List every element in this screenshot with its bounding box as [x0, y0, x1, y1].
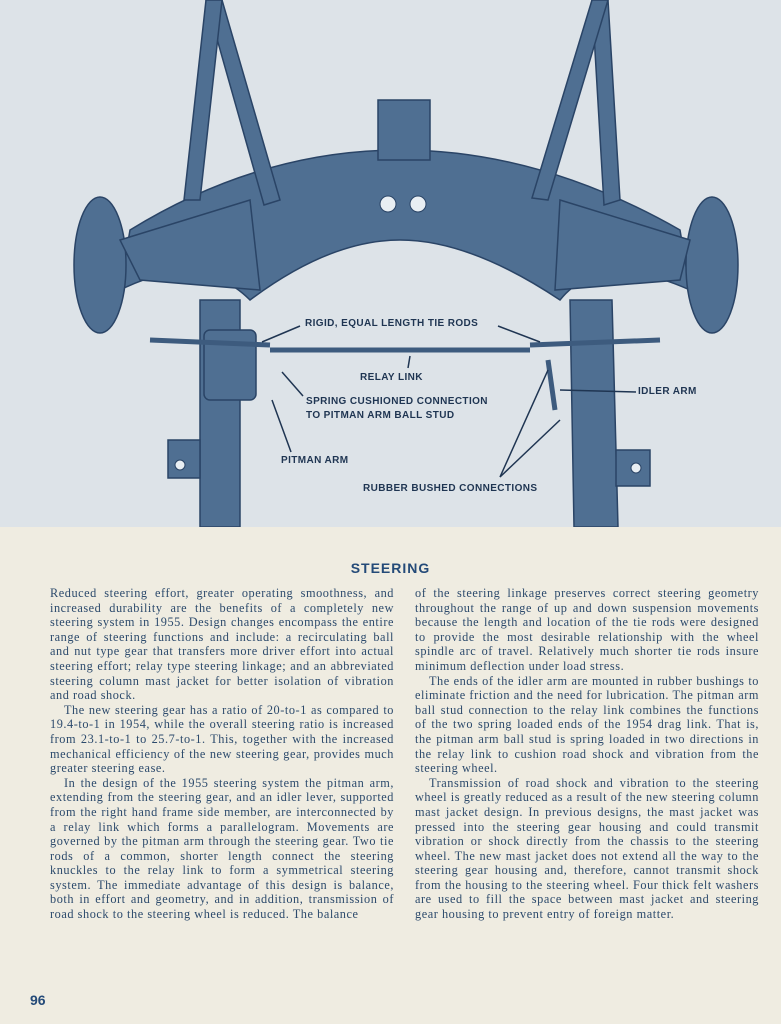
label-tie-rods: RIGID, EQUAL LENGTH TIE RODS — [305, 318, 479, 329]
paragraph: The new steering gear has a ratio of 20-to-1 as compared to 19.4-to-1 in 1954, while the overall steering ratio is increased from 23.1-to-1 to 25.7-to-1. This, together with the increased mechanical efficiency of the new steering gear, provides much greater steering ease. — [50, 702, 394, 776]
page-number: 96 — [30, 992, 46, 1008]
label-pitman-arm: PITMAN ARM — [281, 455, 349, 466]
paragraph: The ends of the idler arm are mounted in rubber bushings to eliminate friction and the need for lubrication. The pitman arm ball stud connection to the relay link combines the functions of the two spring loaded ends of the 1954 drag link. That is, the pitman arm ball stud is spring loaded in two directions in the relay link to cushion road shock and vibration from the steering wheel. — [415, 673, 759, 776]
label-spring-connection-2: TO PITMAN ARM BALL STUD — [306, 410, 455, 421]
paragraph: Reduced steering effort, greater operating smoothness, and increased durability are the benefits of a completely new steering system in 1955. Design changes encompass the entire range of steering functions and include: a recirculating ball and nut type gear that transfers more driver effort into actual steering effort; relay type steering linkage; and an abbreviated steering column mast jacket for better isolation of vibration and road shock. — [50, 586, 394, 703]
left-column — [50, 586, 394, 922]
label-idler-arm: IDLER ARM — [638, 386, 697, 397]
label-spring-connection-1: SPRING CUSHIONED CONNECTION — [306, 396, 488, 407]
paragraph: of the steering linkage preserves correct steering geometry throughout the range of up and down suspension movements because the length and location of the tie rods were designed to provide the most desirable relationship with the wheel spindle arc of travel. Relatively much shorter tie rods insure minimum deflection under load stress. — [415, 586, 759, 673]
section-title: STEERING — [350, 560, 431, 576]
paragraph: Transmission of road shock and vibration to the steering wheel is greatly reduced as a result of the new steering column mast jacket design. In previous designs, the mast jacket was pressed into the steering gear housing and could transmit vibration or shock directly from the chassis to the steering wheel. The new mast jacket does not extend all the way to the steering gear housing and, therefore, cannot transmit shock from the housing to the steering wheel. Four thick felt washers are used to fill the space between mast jacket and steering gear housing to prevent entry of foreign matter. — [415, 775, 759, 922]
label-rubber-bushed: RUBBER BUSHED CONNECTIONS — [363, 483, 538, 494]
paragraph: In the design of the 1955 steering system the pitman arm, extending from the steering gear, and an idler lever, supported from the right hand frame side member, are interconnected by a relay link which forms a parallelogram. Movements are governed by the pitman arm through the steering gear. Two tie rods of a common, shorter length connect the steering knuckles to the relay link to form a symmetrical steering system. The immediate advantage of this design is balance, both in effort and geometry, and in addition, transmission of road shock to the steering wheel is reduced. The balance — [50, 775, 394, 922]
right-column — [415, 586, 759, 922]
label-relay-link: RELAY LINK — [360, 372, 423, 383]
